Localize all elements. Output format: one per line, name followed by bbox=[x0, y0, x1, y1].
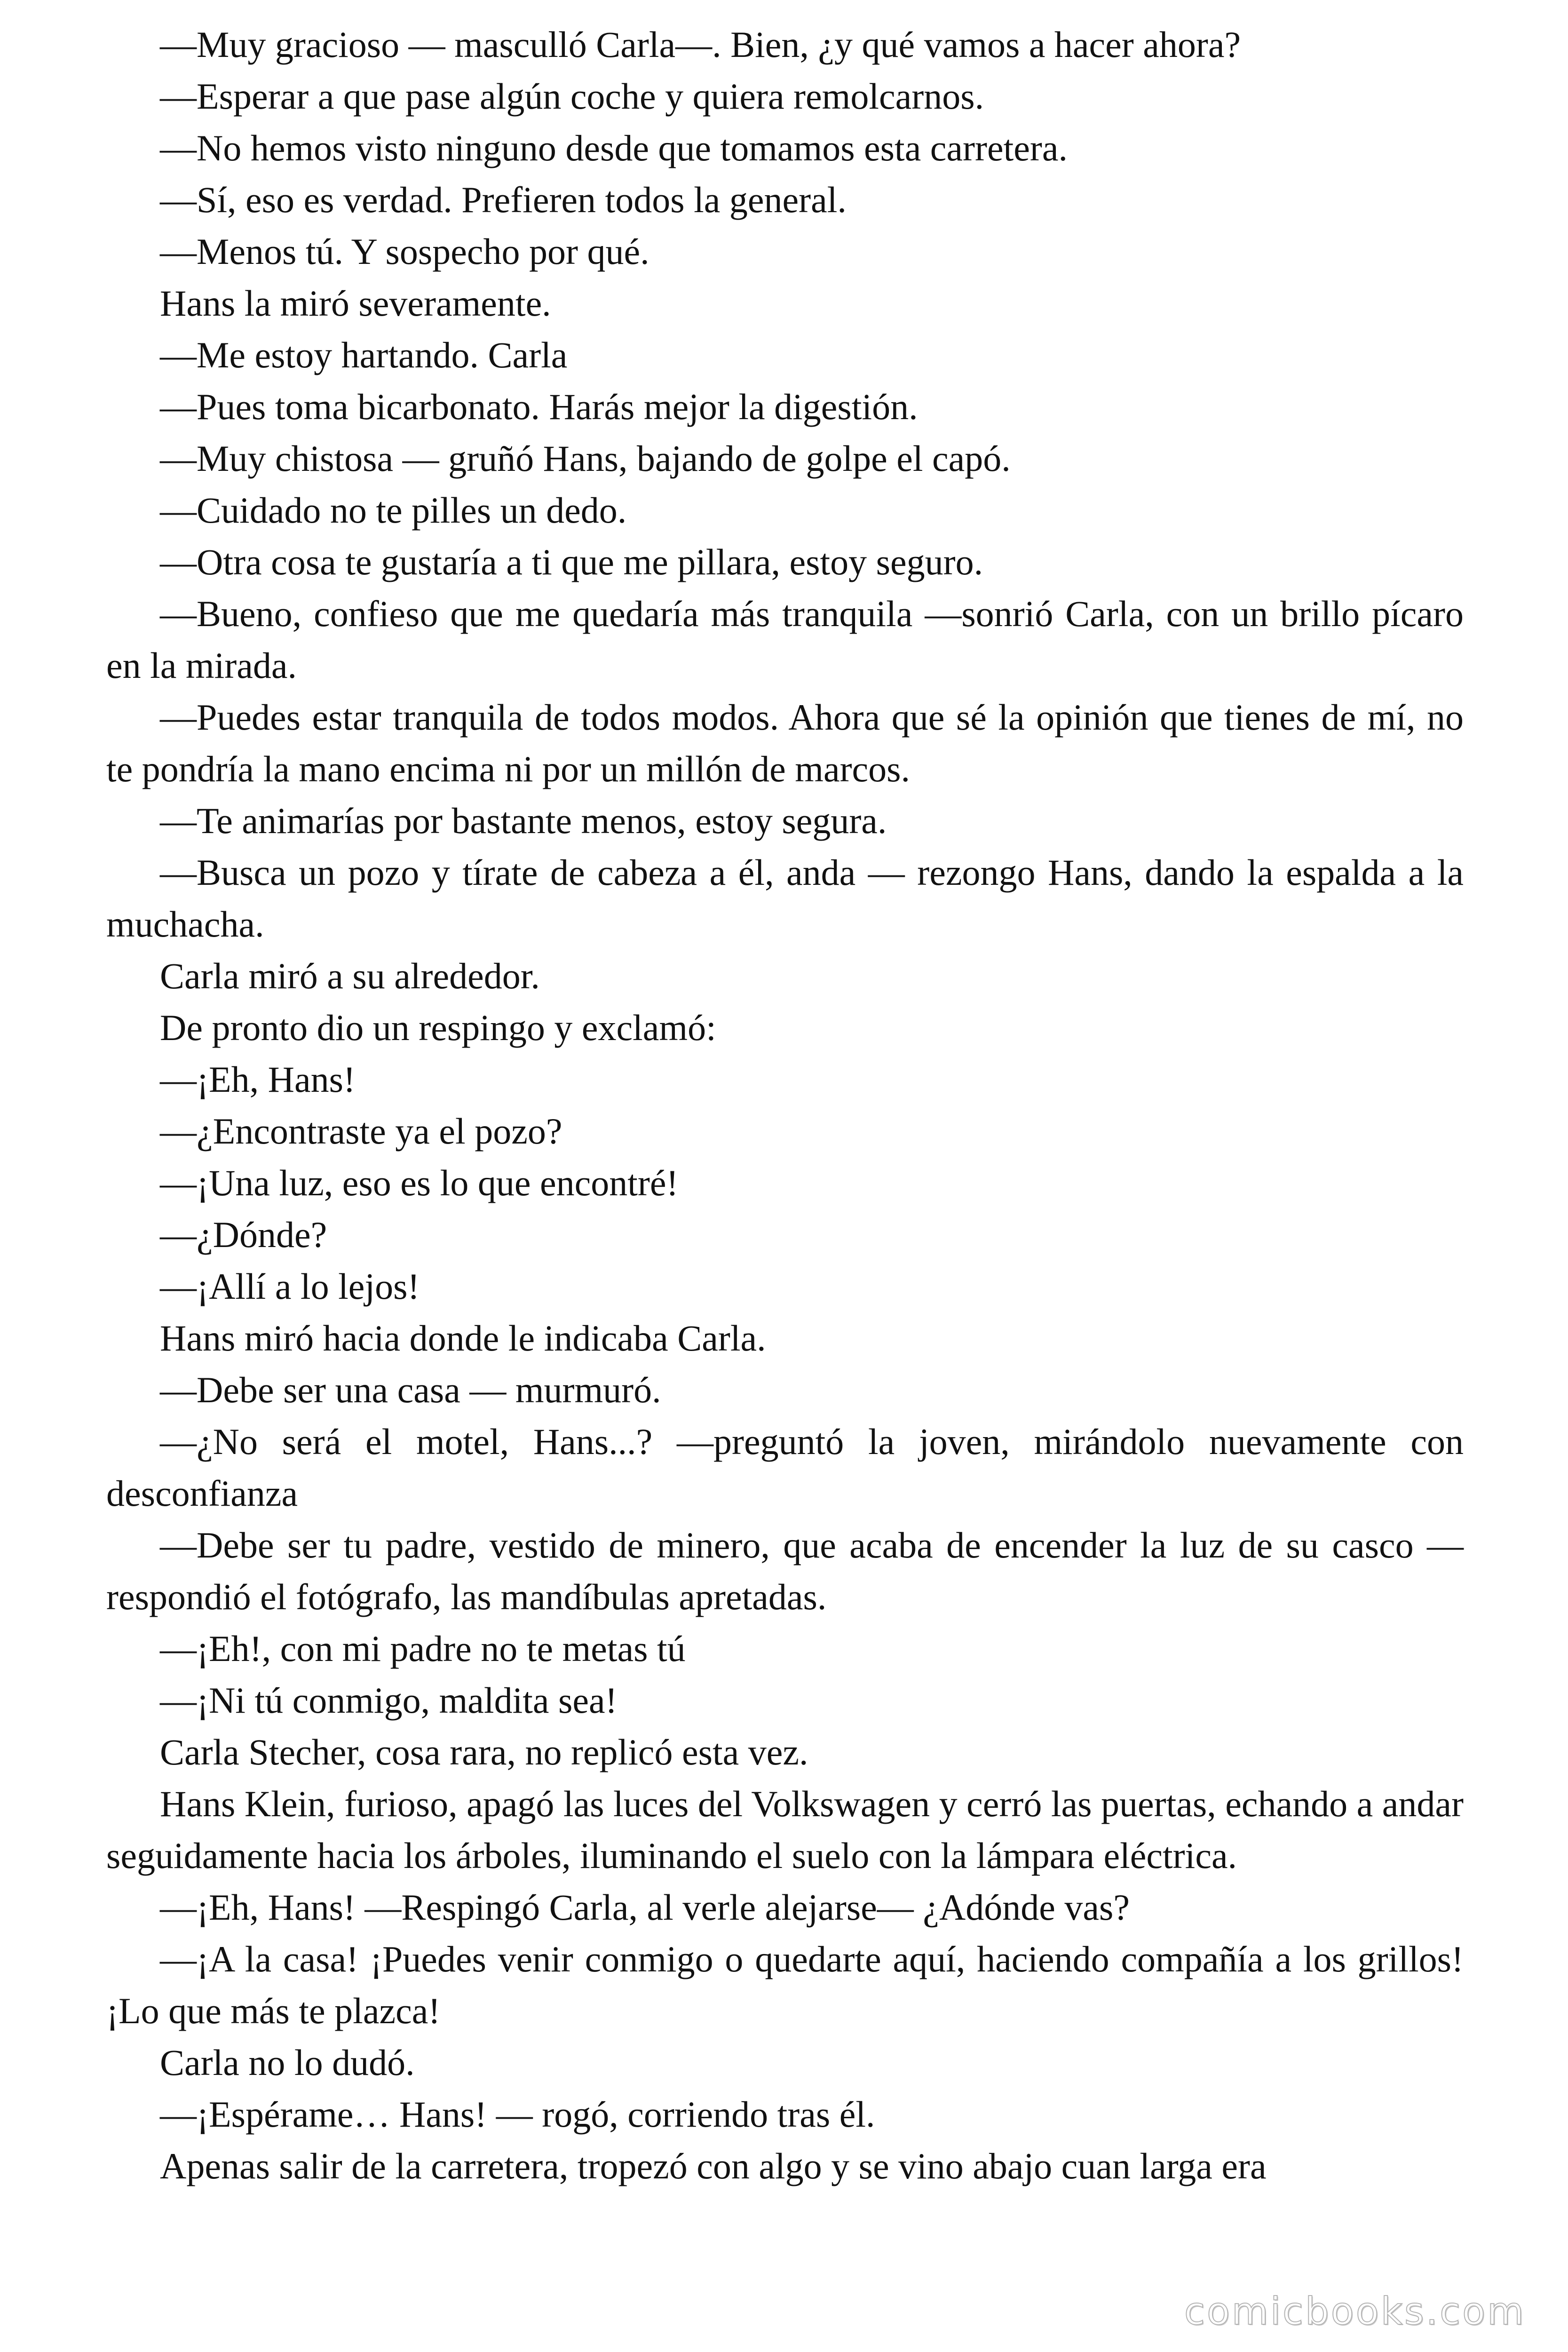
paragraph: —No hemos visto ninguno desde que tomamos esta carretera. bbox=[160, 127, 1068, 168]
paragraph: —¡Eh!, con mi padre no te metas tú bbox=[160, 1628, 686, 1669]
paragraph: —¿Encontraste ya el pozo? bbox=[160, 1111, 562, 1152]
paragraph: —Debe ser tu padre, vestido de minero, que acaba de encender la luz de su casco — respondió el fotógrafo, las mandíbulas apretadas. bbox=[106, 1525, 1464, 1617]
paragraph: Hans miró hacia donde le indicaba Carla. bbox=[160, 1318, 766, 1359]
paragraph: —Menos tú. Y sospecho por qué. bbox=[160, 231, 649, 272]
paragraph: —Sí, eso es verdad. Prefieren todos la general. bbox=[160, 179, 847, 220]
paragraph: —Otra cosa te gustaría a ti que me pillara, estoy seguro. bbox=[160, 541, 983, 582]
paragraph: —Muy chistosa — gruñó Hans, bajando de golpe el capó. bbox=[160, 438, 1011, 479]
paragraph: —¡Allí a lo lejos! bbox=[160, 1266, 420, 1307]
paragraph: —Pues toma bicarbonato. Harás mejor la digestión. bbox=[160, 386, 918, 427]
paragraph: De pronto dio un respingo y exclamó: bbox=[160, 1007, 716, 1048]
page-body bbox=[106, 19, 1464, 2192]
paragraph: —Cuidado no te pilles un dedo. bbox=[160, 490, 627, 531]
paragraph: —¡Eh, Hans! bbox=[160, 1059, 356, 1100]
paragraph: —¡Eh, Hans! —Respingó Carla, al verle alejarse— ¿Adónde vas? bbox=[160, 1887, 1130, 1928]
paragraph: Hans la miró severamente. bbox=[160, 283, 551, 324]
paragraph: Hans Klein, furioso, apagó las luces del Volkswagen y cerró las puertas, echando a andar seguidamente hacia los árboles, iluminando el suelo con la lámpara eléctrica. bbox=[106, 1783, 1464, 1876]
paragraph: —Bueno, confieso que me quedaría más tranquila —sonrió Carla, con un brillo pícaro en la mirada. bbox=[106, 593, 1464, 686]
paragraph: —Muy gracioso — masculló Carla—. Bien, ¿y qué vamos a hacer ahora? bbox=[160, 24, 1241, 65]
paragraph: —Puedes estar tranquila de todos modos. Ahora que sé la opinión que tienes de mí, no te pondría la mano encima ni por un millón de marcos. bbox=[106, 697, 1464, 789]
paragraph: —Te animarías por bastante menos, estoy segura. bbox=[160, 800, 887, 841]
paragraph: —Debe ser una casa — murmuró. bbox=[160, 1369, 661, 1410]
paragraph: —¡Ni tú conmigo, maldita sea! bbox=[160, 1680, 618, 1721]
paragraph: —Me estoy hartando. Carla bbox=[160, 334, 568, 375]
watermark: comicbooks.com bbox=[1184, 2289, 1526, 2333]
paragraph: —¿Dónde? bbox=[160, 1214, 327, 1255]
paragraph: —¡Una luz, eso es lo que encontré! bbox=[160, 1162, 679, 1203]
paragraph: Carla miró a su alrededor. bbox=[160, 955, 540, 996]
paragraph: —¡Espérame… Hans! — rogó, corriendo tras él. bbox=[160, 2094, 875, 2135]
paragraph: —¿No será el motel, Hans...? —preguntó la joven, mirándolo nuevamente con desconfianza bbox=[106, 1421, 1464, 1514]
paragraph: —¡A la casa! ¡Puedes venir conmigo o quedarte aquí, haciendo compañía a los grillos! ¡Lo que más te plazca! bbox=[106, 1939, 1464, 2031]
paragraph: —Esperar a que pase algún coche y quiera remolcarnos. bbox=[160, 76, 984, 117]
paragraph: Carla Stecher, cosa rara, no replicó esta vez. bbox=[160, 1732, 808, 1772]
paragraph: Apenas salir de la carretera, tropezó con algo y se vino abajo cuan larga era bbox=[160, 2145, 1267, 2186]
paragraph: Carla no lo dudó. bbox=[160, 2042, 415, 2083]
paragraph: —Busca un pozo y tírate de cabeza a él, anda — rezongo Hans, dando la espalda a la muchacha. bbox=[106, 852, 1464, 945]
